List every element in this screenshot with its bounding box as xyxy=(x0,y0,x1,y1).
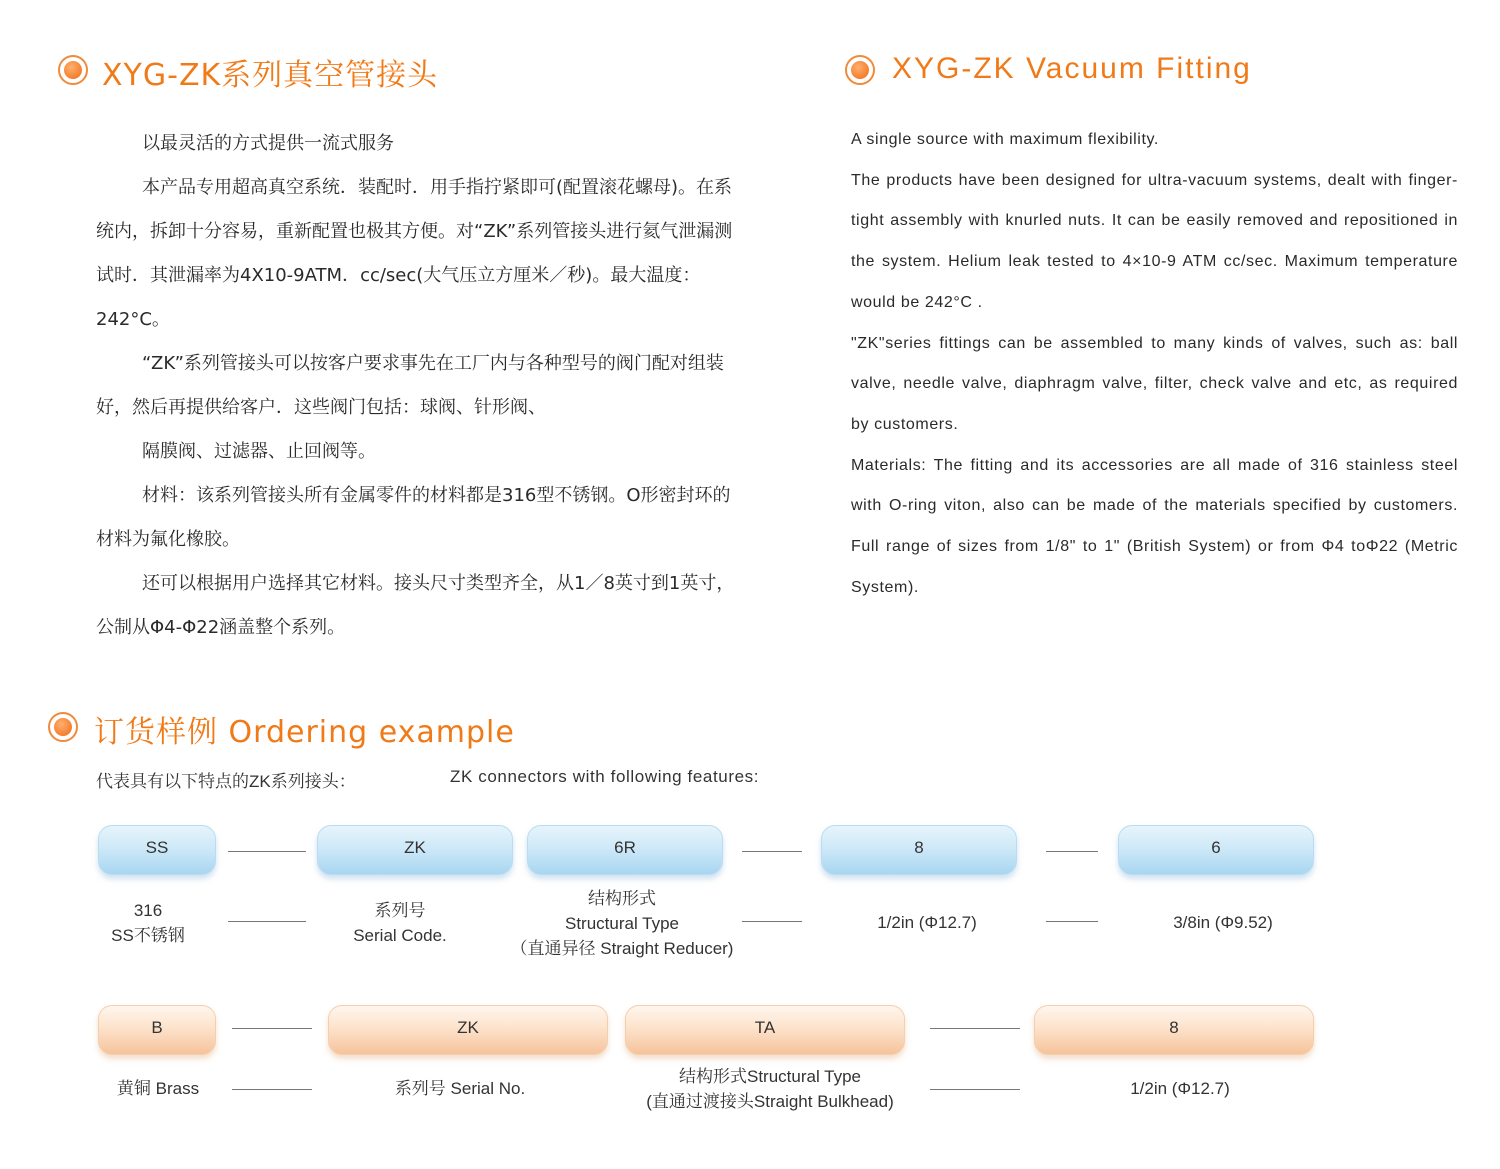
en-section-body xyxy=(851,120,1458,608)
connector-line xyxy=(742,851,802,852)
zh-paragraph-4: 隔膜阀、过滤器、止回阀等。 xyxy=(142,441,376,462)
label-material: 316 SS不锈钢 xyxy=(111,901,185,945)
label-size: 1/2in (Φ12.7) xyxy=(1130,1079,1230,1098)
label-series: 系列号 Serial No. xyxy=(394,1079,526,1098)
section-bullet-icon xyxy=(58,55,88,85)
zh-paragraph-3: “ZK”系列管接头可以按客户要求事先在工厂内与各种型号的阀门配对组装好，然后再提供给客户．这些阀门包括：球阀、针形阀、 xyxy=(96,353,724,418)
zh-section-body xyxy=(96,122,744,650)
zh-paragraph-6: 还可以根据用户选择其它材料。接头尺寸类型齐全，从1／8英寸到1英寸，公制从Φ4-Φ22涵盖整个系列。 xyxy=(96,573,735,638)
code-pill-size-1: 8 xyxy=(821,825,1017,875)
section-bullet-icon xyxy=(48,712,78,742)
code-pill-series: ZK xyxy=(317,825,513,875)
zh-paragraph-5: 材料：该系列管接头所有金属零件的材料都是316型不锈钢。O形密封环的材料为氟化橡胶。 xyxy=(96,485,731,550)
zh-section-title: XYG-ZK系列真空管接头 xyxy=(102,58,439,93)
en-paragraph-3: "ZK"series fittings can be assembled to many kinds of valves, such as: ball valve, needle valve, diaphragm valve, filter, check valve and etc, as required by customers. xyxy=(851,334,1458,433)
zh-paragraph-2: 本产品专用超高真空系统．装配时．用手指拧紧即可(配置滚花螺母)。在系统内，拆卸十分容易，重新配置也极其方便。对“ZK”系列管接头进行氦气泄漏测试时．其泄漏率为4X10-9ATM．cc/sec(大气压立方厘米／秒)。最大温度：242°C。 xyxy=(96,177,733,330)
connector-line xyxy=(1046,921,1098,922)
connector-line xyxy=(1046,851,1098,852)
en-paragraph-1: A single source with maximum flexibility. xyxy=(851,131,1159,148)
connector-line xyxy=(930,1089,1020,1090)
en-paragraph-4: Materials: The fitting and its accessories are all made of 316 stainless steel with O-ring viton, also can be made of the materials specified by customers. Full range of sizes from 1/8" to 1" (British System) or from Φ4 toΦ22 (Metric System). xyxy=(851,456,1458,596)
label-size-2: 3/8in (Φ9.52) xyxy=(1173,913,1273,932)
code-pill-material: SS xyxy=(98,825,216,875)
code-pill-size-2: 6 xyxy=(1118,825,1314,875)
connector-line xyxy=(228,851,306,852)
code-pill-structure: TA xyxy=(625,1005,905,1055)
ordering-subtitle-zh: 代表具有以下特点的ZK系列接头： xyxy=(96,772,356,791)
connector-line xyxy=(930,1028,1020,1029)
code-pill-series: ZK xyxy=(328,1005,608,1055)
section-bullet-icon xyxy=(845,55,875,85)
zh-paragraph-1: 以最灵活的方式提供一流式服务 xyxy=(142,133,394,154)
en-paragraph-2: The products have been designed for ultra-vacuum systems, dealt with finger-tight assembly with knurled nuts. It can be easily removed and repositioned in the system. Helium leak tested to 4×10-9 ATM cc/sec. Maximum temperature would be 242°C . xyxy=(851,171,1458,311)
code-pill-structure: 6R xyxy=(527,825,723,875)
label-size-1: 1/2in (Φ12.7) xyxy=(877,913,977,932)
connector-line xyxy=(742,921,802,922)
label-material: 黄铜 Brass xyxy=(116,1079,200,1098)
ordering-title: 订货样例 Ordering example xyxy=(94,715,515,750)
code-pill-size: 8 xyxy=(1034,1005,1314,1055)
code-pill-material: B xyxy=(98,1005,216,1055)
label-series: 系列号 Serial Code. xyxy=(353,901,447,945)
ordering-subtitle-en: ZK connectors with following features: xyxy=(450,767,760,786)
label-structure: 结构形式Structural Type (直通过渡接头Straight Bulkhead) xyxy=(646,1067,894,1111)
connector-line xyxy=(232,1028,312,1029)
connector-line xyxy=(232,1089,312,1090)
label-structure: 结构形式 Structural Type （直通异径 Straight Reducer) xyxy=(510,889,734,958)
connector-line xyxy=(228,921,306,922)
en-section-title: XYG-ZK Vacuum Fitting xyxy=(892,52,1252,85)
